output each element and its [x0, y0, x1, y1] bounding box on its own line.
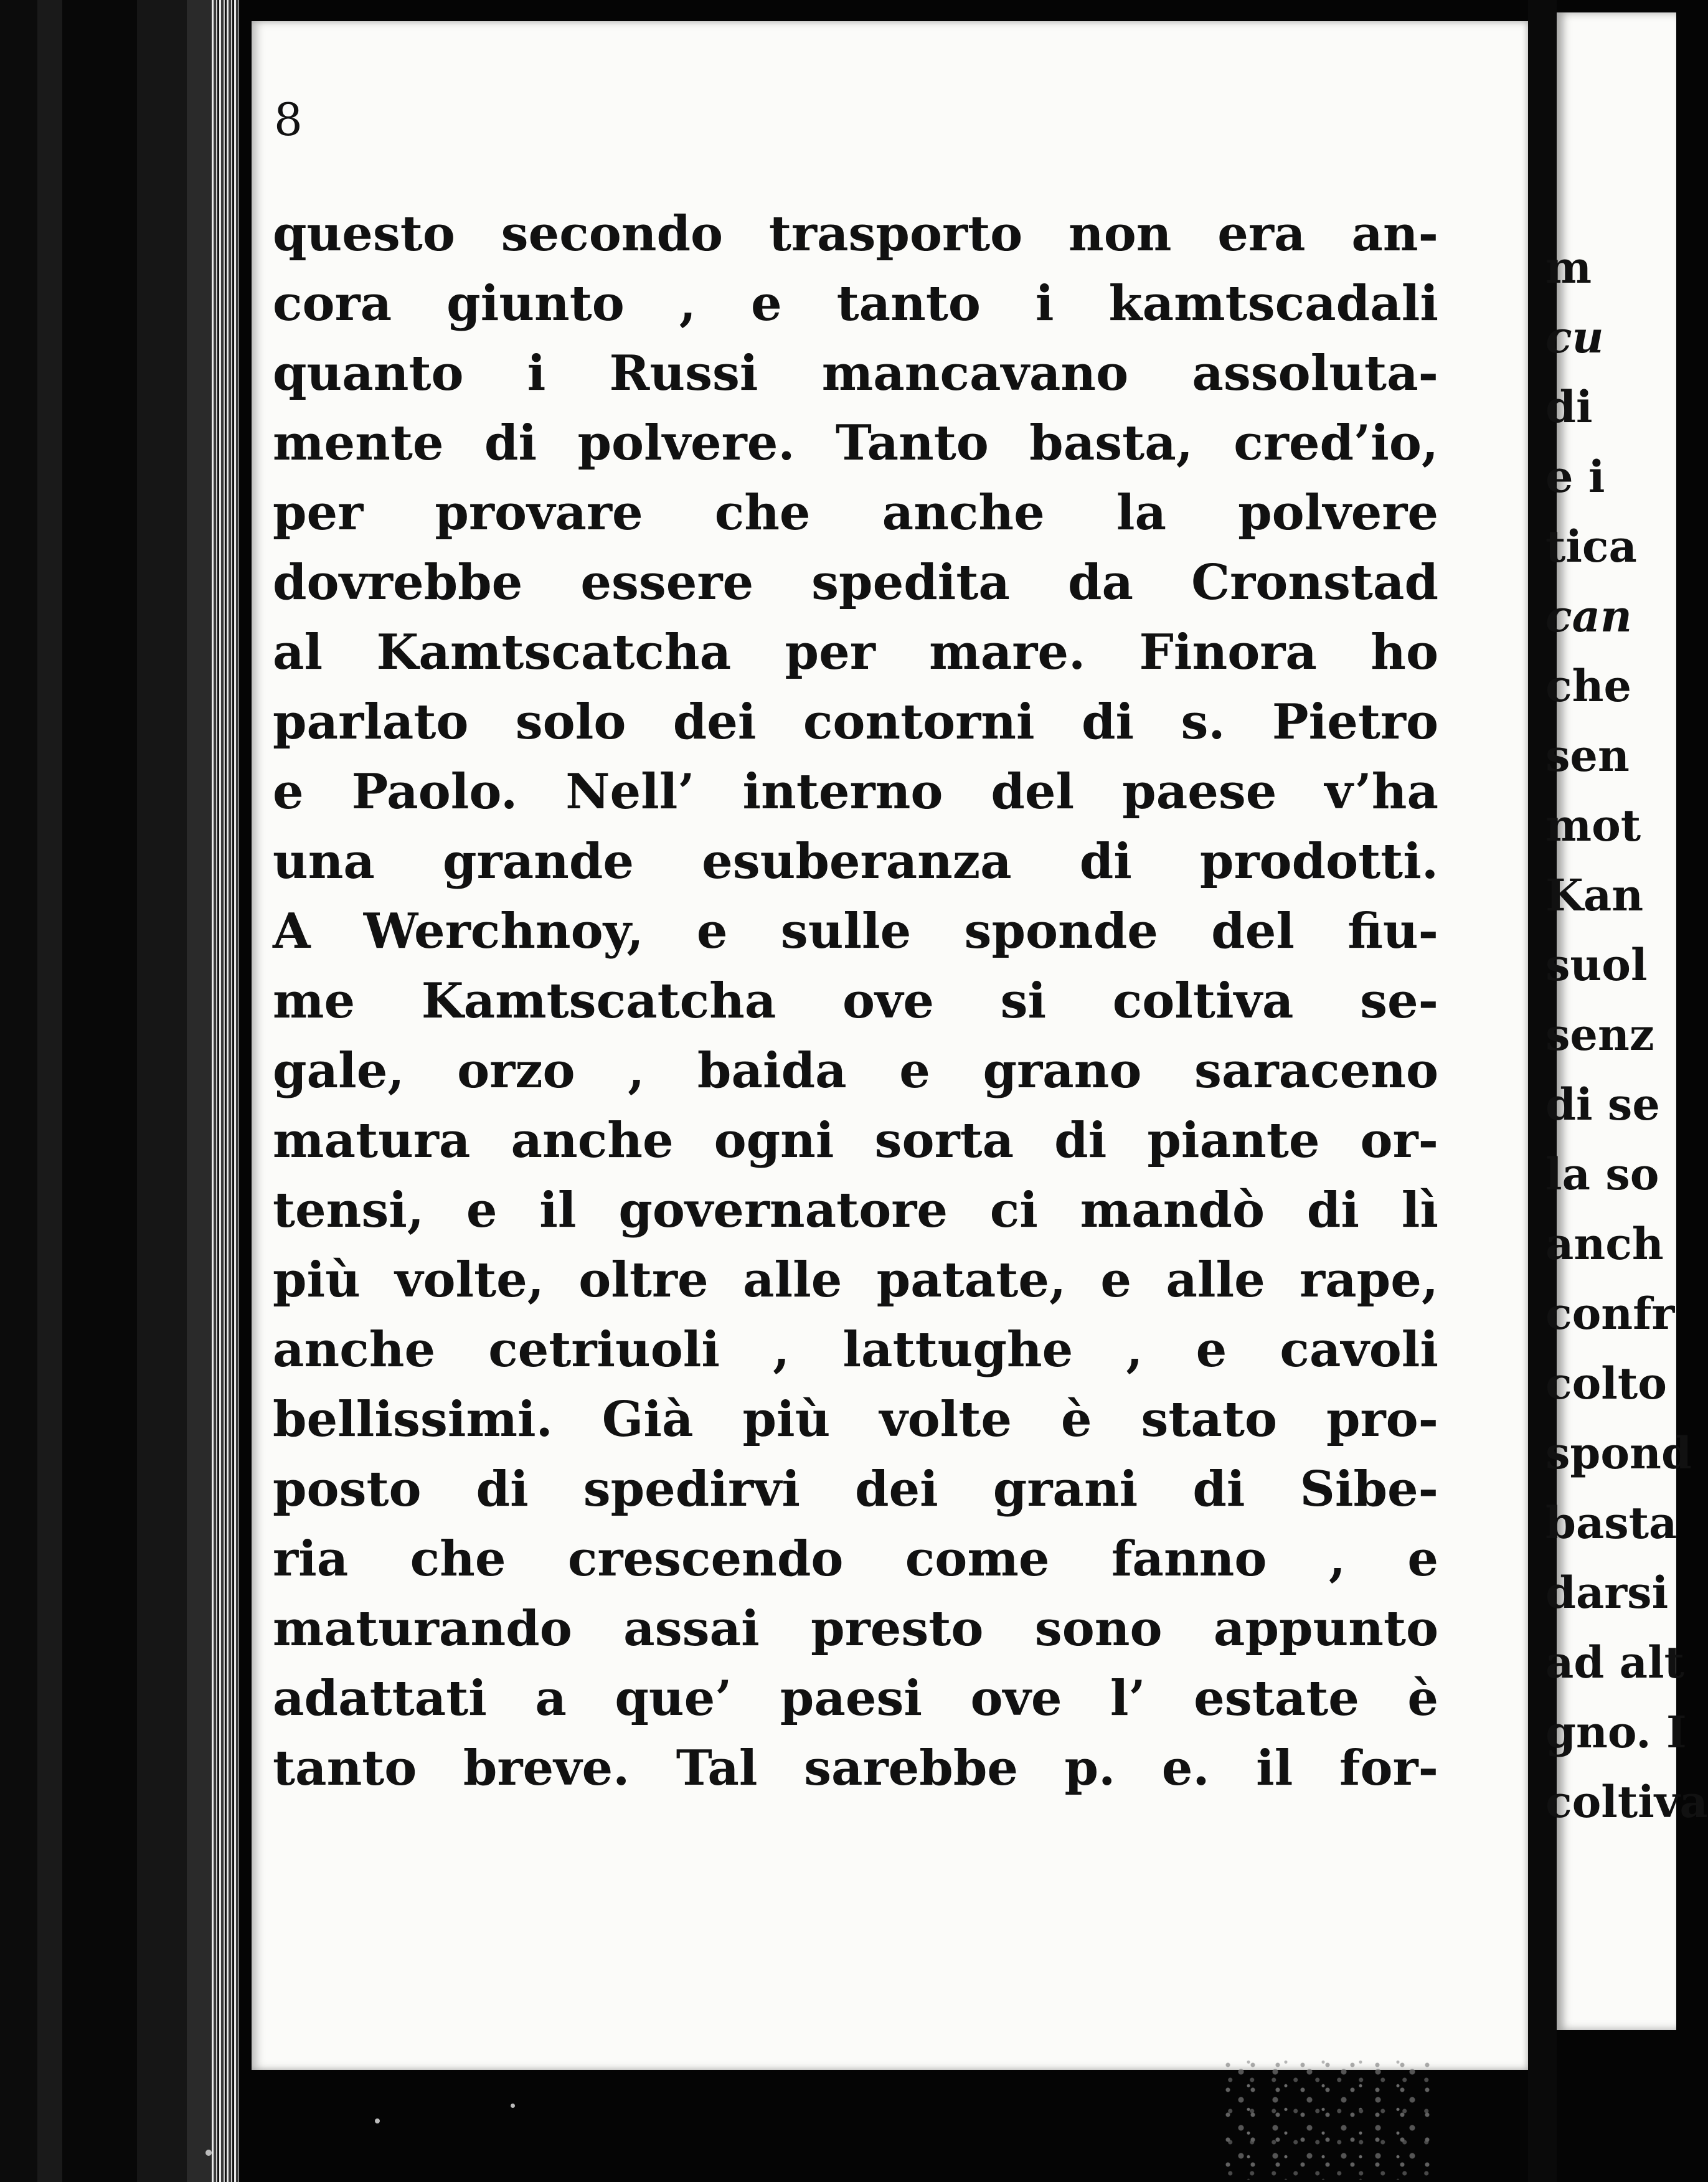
text-line: anche cetriuoli , lattughe , e cavoli — [273, 1321, 1438, 1378]
next-page-line: la so — [1545, 1148, 1659, 1200]
text-line: e Paolo. Nell’ interno del paese v’ha — [273, 763, 1438, 820]
next-page-line: cu — [1545, 311, 1604, 363]
text-line: una grande esuberanza di prodotti. — [273, 833, 1438, 890]
page-edges — [212, 0, 239, 2182]
next-page-line: anch — [1545, 1218, 1664, 1270]
binding-edge — [62, 0, 137, 2182]
next-page-line: che — [1545, 660, 1632, 712]
text-line: me Kamtscatcha ove si coltiva se- — [273, 973, 1438, 1029]
text-line: questo secondo trasporto non era an- — [273, 205, 1438, 262]
next-page-line: colto — [1545, 1358, 1667, 1409]
body-text — [273, 199, 1438, 1803]
next-page-line: e i — [1545, 451, 1605, 503]
text-line: matura anche ogni sorta di piante or- — [273, 1112, 1438, 1169]
next-page-line: di — [1545, 381, 1593, 433]
next-page-line: coltiva — [1545, 1776, 1708, 1828]
text-line: quanto i Russi mancavano assoluta- — [273, 345, 1438, 402]
right-page-text — [1545, 233, 1708, 1837]
next-page-line: mot — [1545, 800, 1641, 851]
next-page-line: gno. I — [1545, 1706, 1687, 1758]
text-line: mente di polvere. Tanto basta, cred’io, — [273, 415, 1438, 471]
text-line: più volte, oltre alle patate, e alle rape, — [273, 1252, 1438, 1308]
binding-edge — [37, 0, 62, 2182]
text-line: gale, orzo , baida e grano saraceno — [273, 1042, 1438, 1099]
text-line: cora giunto , e tanto i kamtscadali — [273, 275, 1438, 332]
text-line: A Werchnoy, e sulle sponde del fiu- — [273, 903, 1438, 960]
text-line: ria che crescendo come fanno , e — [273, 1531, 1438, 1587]
text-line: al Kamtscatcha per mare. Finora ho — [273, 624, 1438, 681]
text-line: dovrebbe essere spedita da Cronstad — [273, 554, 1438, 611]
text-line: bellissimi. Già più volte è stato pro- — [273, 1391, 1438, 1448]
next-page-line: basta — [1545, 1497, 1677, 1549]
speck — [511, 2104, 515, 2108]
next-page-line: senz — [1545, 1009, 1654, 1060]
binding-edge — [187, 0, 212, 2182]
text-line: tensi, e il governatore ci mandò di lì — [273, 1182, 1438, 1239]
next-page-line: m — [1545, 242, 1592, 293]
speck — [375, 2118, 380, 2123]
text-line: tanto breve. Tal sarebbe p. e. il for- — [273, 1740, 1438, 1797]
next-page-line: darsi — [1545, 1567, 1669, 1618]
binding-edge — [137, 0, 187, 2182]
text-line: parlato solo dei contorni di s. Pietro — [273, 694, 1438, 750]
text-line: maturando assai presto sono appunto — [273, 1600, 1438, 1657]
next-page-line: confr — [1545, 1288, 1675, 1339]
next-page-line: spond — [1545, 1427, 1692, 1479]
binding-edge — [0, 0, 37, 2182]
next-page-line: ad alt — [1545, 1636, 1684, 1688]
next-page-line: di se — [1545, 1079, 1660, 1130]
next-page-line: can — [1545, 590, 1632, 642]
paper-damage — [1220, 2055, 1432, 2180]
next-page-line: suol — [1545, 939, 1648, 991]
text-line: adattati a que’ paesi ove l’ estate è — [273, 1670, 1438, 1727]
text-line: per provare che anche la polvere — [273, 484, 1438, 541]
next-page-line: tica — [1545, 521, 1637, 572]
next-page-line: Kan — [1545, 869, 1644, 921]
page-number: 8 — [274, 93, 303, 146]
speck — [205, 2150, 212, 2156]
next-page-line: sen — [1545, 730, 1630, 782]
text-line: posto di spedirvi dei grani di Sibe- — [273, 1461, 1438, 1518]
